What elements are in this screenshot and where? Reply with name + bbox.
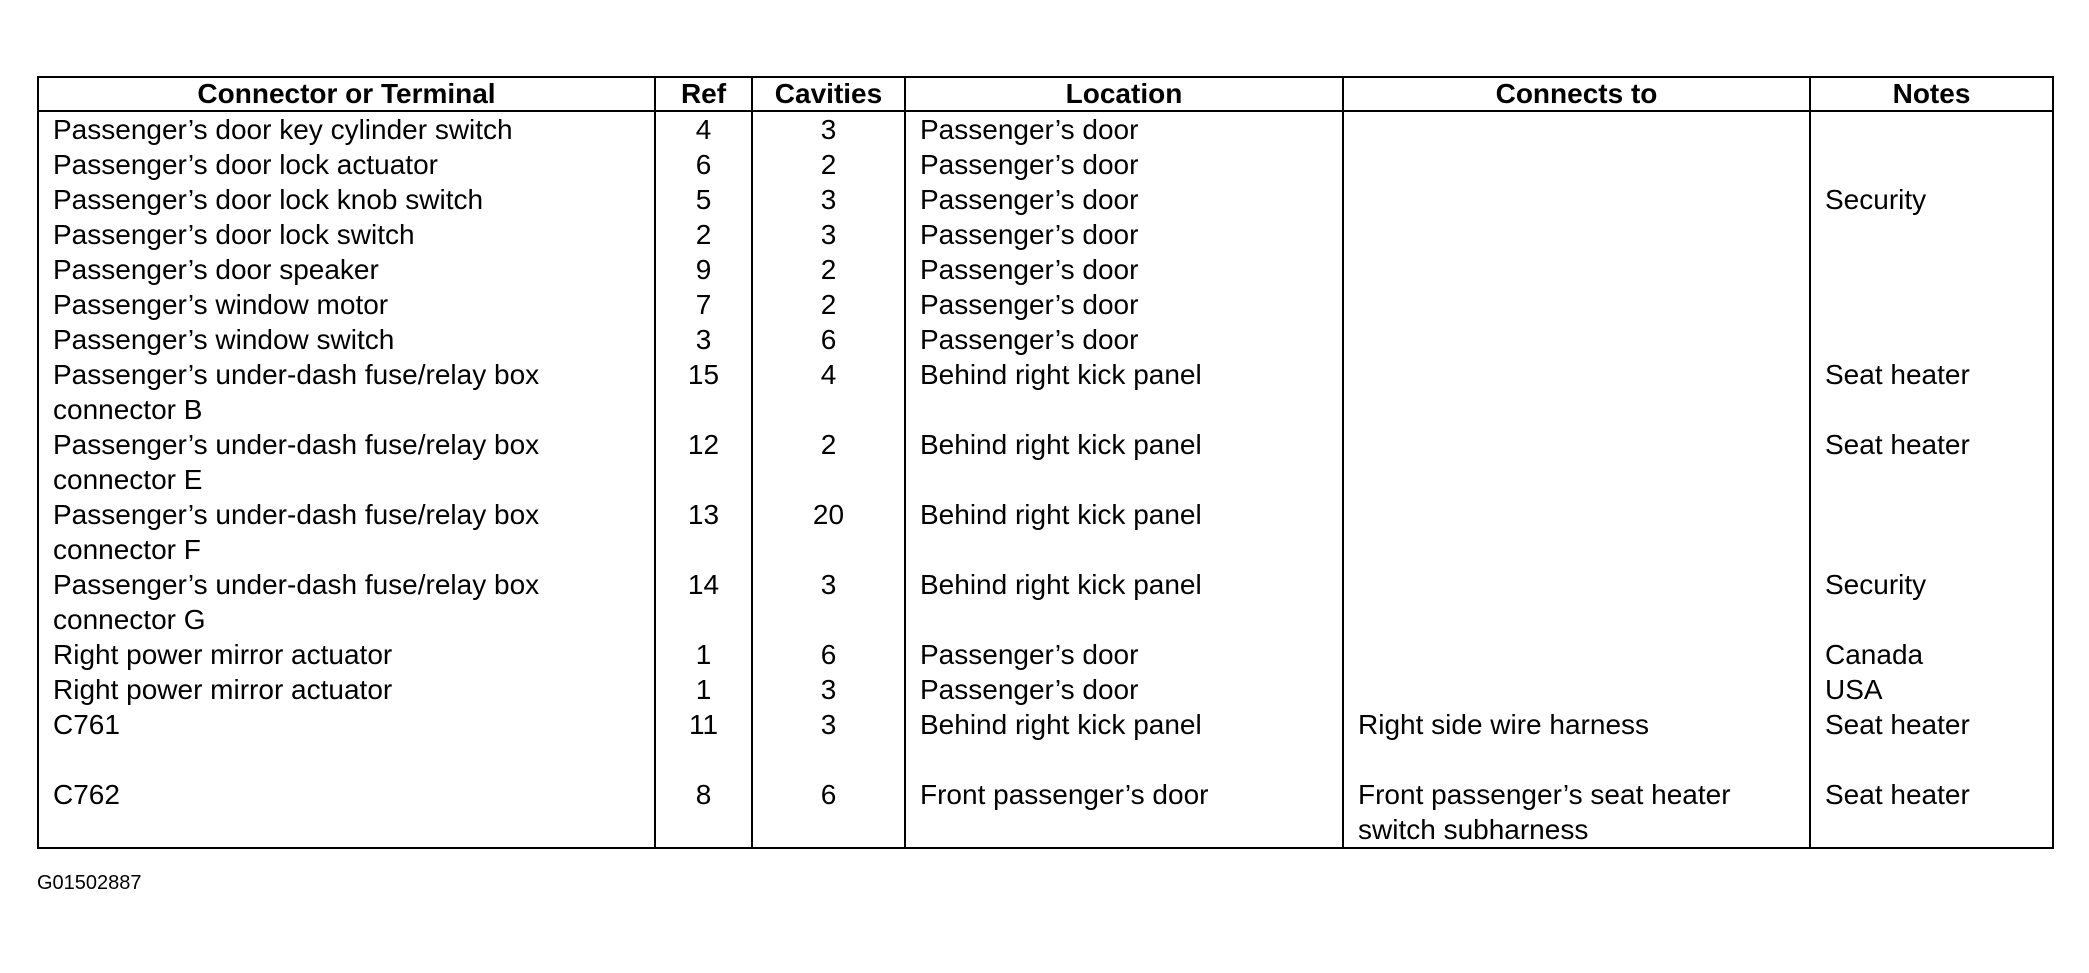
cell-cavities: 3	[752, 567, 905, 637]
cell-location: Behind right kick panel	[905, 497, 1343, 567]
cell-location: Passenger’s door	[905, 322, 1343, 357]
cell-notes: Seat heater	[1810, 427, 2053, 497]
cell-notes: Seat heater	[1810, 742, 2053, 848]
cell-notes: USA	[1810, 672, 2053, 707]
cell-notes	[1810, 111, 2053, 147]
cell-ref: 4	[655, 111, 752, 147]
cell-cavities: 2	[752, 252, 905, 287]
table-row	[38, 147, 2053, 182]
figure-code: G01502887	[37, 872, 142, 894]
cell-ref: 3	[655, 322, 752, 357]
cell-ref: 15	[655, 357, 752, 427]
column-header-cavities: Cavities	[752, 77, 905, 111]
cell-connector: Right power mirror actuator	[38, 672, 655, 707]
cell-cavities: 3	[752, 707, 905, 742]
cell-ref: 1	[655, 672, 752, 707]
cell-notes	[1810, 497, 2053, 567]
cell-location: Passenger’s door	[905, 147, 1343, 182]
table-row	[38, 567, 2053, 637]
table-row	[38, 427, 2053, 497]
cell-connects-to	[1343, 182, 1810, 217]
column-header-connects-to: Connects to	[1343, 77, 1810, 111]
cell-connector: Passenger’s door lock switch	[38, 217, 655, 252]
cell-connects-to: Right side wire harness	[1343, 707, 1810, 742]
cell-notes	[1810, 147, 2053, 182]
cell-cavities: 6	[752, 322, 905, 357]
cell-location: Behind right kick panel	[905, 567, 1343, 637]
cell-location: Passenger’s door	[905, 672, 1343, 707]
cell-ref: 2	[655, 217, 752, 252]
cell-connector: Passenger’s window motor	[38, 287, 655, 322]
cell-ref: 8	[655, 742, 752, 848]
cell-connector: Passenger’s under-dash fuse/relay box connector F	[38, 497, 655, 567]
table-header-row	[38, 77, 2053, 111]
cell-connects-to	[1343, 567, 1810, 637]
cell-ref: 6	[655, 147, 752, 182]
cell-location: Behind right kick panel	[905, 427, 1343, 497]
cell-cavities: 3	[752, 217, 905, 252]
cell-connects-to	[1343, 357, 1810, 427]
cell-notes: Seat heater	[1810, 357, 2053, 427]
table-row	[38, 672, 2053, 707]
cell-connector: Passenger’s under-dash fuse/relay box connector G	[38, 567, 655, 637]
table-row	[38, 182, 2053, 217]
connector-table-container	[37, 76, 2052, 849]
cell-connects-to	[1343, 497, 1810, 567]
cell-cavities: 6	[752, 637, 905, 672]
cell-connector: Right power mirror actuator	[38, 637, 655, 672]
cell-connects-to	[1343, 217, 1810, 252]
cell-location: Passenger’s door	[905, 252, 1343, 287]
cell-ref: 13	[655, 497, 752, 567]
cell-location: Front passenger’s door	[905, 742, 1343, 848]
cell-ref: 14	[655, 567, 752, 637]
cell-ref: 7	[655, 287, 752, 322]
column-header-connector: Connector or Terminal	[38, 77, 655, 111]
cell-connects-to	[1343, 427, 1810, 497]
table-body	[38, 111, 2053, 848]
cell-cavities: 3	[752, 672, 905, 707]
cell-connects-to	[1343, 252, 1810, 287]
table-row	[38, 742, 2053, 848]
cell-cavities: 2	[752, 427, 905, 497]
cell-location: Passenger’s door	[905, 217, 1343, 252]
cell-cavities: 2	[752, 287, 905, 322]
table-row	[38, 637, 2053, 672]
table-row	[38, 707, 2053, 742]
cell-connects-to: Front passenger’s seat heater switch subharness	[1343, 742, 1810, 848]
cell-ref: 12	[655, 427, 752, 497]
cell-connector: C762	[38, 742, 655, 848]
cell-cavities: 6	[752, 742, 905, 848]
connector-table	[37, 76, 2054, 849]
cell-connector: Passenger’s window switch	[38, 322, 655, 357]
cell-notes	[1810, 322, 2053, 357]
cell-ref: 11	[655, 707, 752, 742]
cell-notes	[1810, 217, 2053, 252]
cell-connector: Passenger’s door key cylinder switch	[38, 111, 655, 147]
table-row	[38, 217, 2053, 252]
cell-connector: Passenger’s under-dash fuse/relay box connector B	[38, 357, 655, 427]
table-row	[38, 322, 2053, 357]
column-header-ref: Ref	[655, 77, 752, 111]
cell-connects-to	[1343, 637, 1810, 672]
cell-notes: Security	[1810, 182, 2053, 217]
table-row	[38, 357, 2053, 427]
cell-connects-to	[1343, 287, 1810, 322]
cell-cavities: 20	[752, 497, 905, 567]
cell-connector: Passenger’s door lock actuator	[38, 147, 655, 182]
table-row	[38, 497, 2053, 567]
column-header-location: Location	[905, 77, 1343, 111]
cell-cavities: 2	[752, 147, 905, 182]
cell-connector: C761	[38, 707, 655, 742]
cell-connects-to	[1343, 111, 1810, 147]
cell-cavities: 4	[752, 357, 905, 427]
cell-ref: 9	[655, 252, 752, 287]
cell-notes: Security	[1810, 567, 2053, 637]
table-row	[38, 252, 2053, 287]
cell-location: Passenger’s door	[905, 637, 1343, 672]
cell-notes: Canada	[1810, 637, 2053, 672]
table-row	[38, 287, 2053, 322]
cell-ref: 5	[655, 182, 752, 217]
cell-connector: Passenger’s under-dash fuse/relay box connector E	[38, 427, 655, 497]
cell-location: Behind right kick panel	[905, 707, 1343, 742]
cell-location: Passenger’s door	[905, 287, 1343, 322]
cell-cavities: 3	[752, 111, 905, 147]
cell-connects-to	[1343, 322, 1810, 357]
cell-notes	[1810, 252, 2053, 287]
column-header-notes: Notes	[1810, 77, 2053, 111]
cell-ref: 1	[655, 637, 752, 672]
cell-location: Behind right kick panel	[905, 357, 1343, 427]
cell-connector: Passenger’s door speaker	[38, 252, 655, 287]
cell-connects-to	[1343, 672, 1810, 707]
cell-connector: Passenger’s door lock knob switch	[38, 182, 655, 217]
cell-cavities: 3	[752, 182, 905, 217]
cell-notes: Seat heater	[1810, 707, 2053, 742]
cell-connects-to	[1343, 147, 1810, 182]
table-row	[38, 111, 2053, 147]
cell-location: Passenger’s door	[905, 111, 1343, 147]
cell-notes	[1810, 287, 2053, 322]
cell-location: Passenger’s door	[905, 182, 1343, 217]
